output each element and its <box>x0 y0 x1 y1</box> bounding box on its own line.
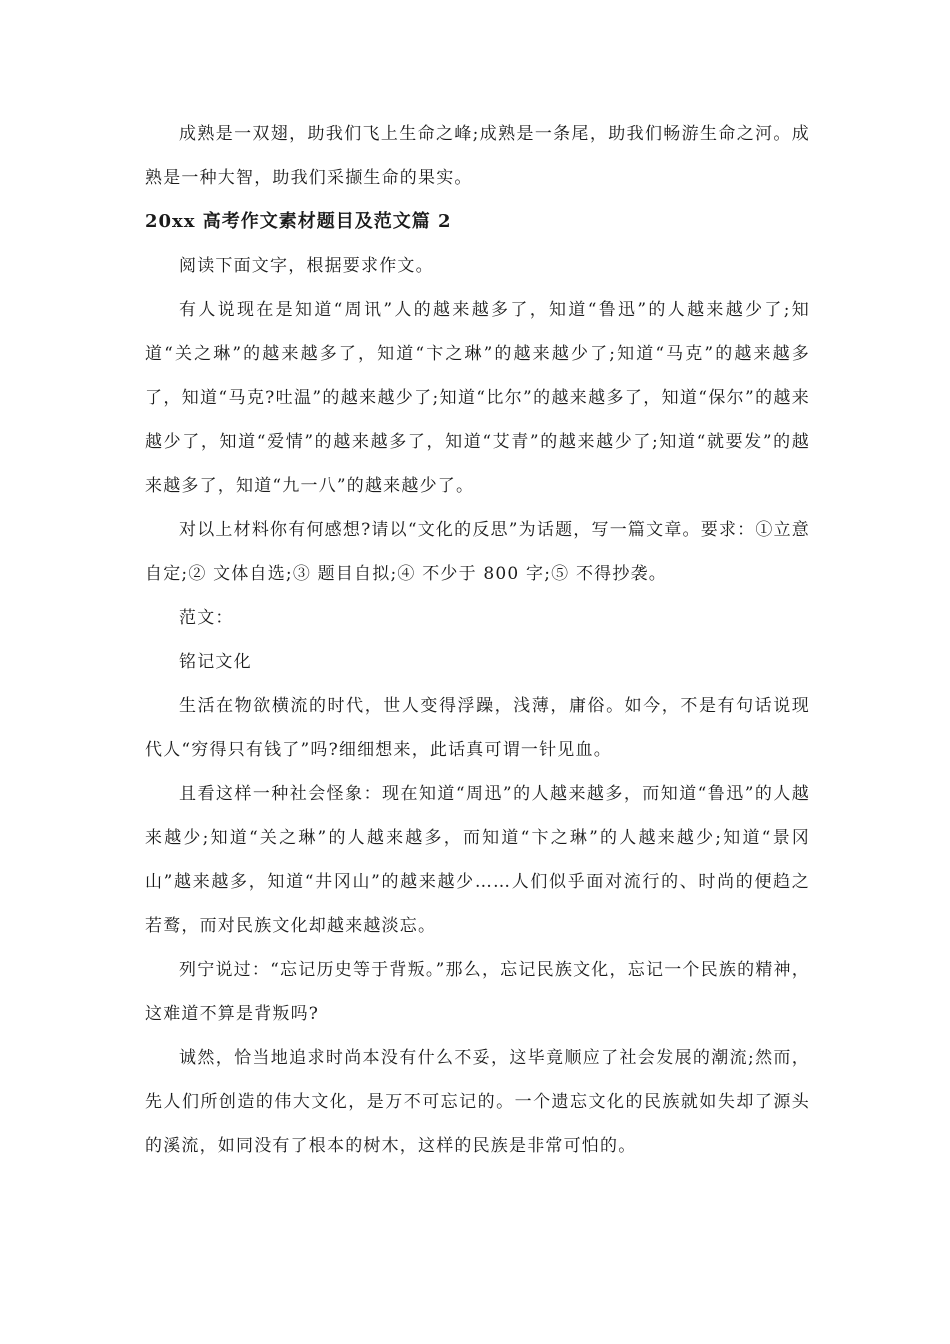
essay-paragraph-3: 列宁说过：“忘记历史等于背叛。”那么，忘记民族文化，忘记一个民族的精神，这难道不算是背叛吗? <box>145 960 810 1024</box>
paragraph-material: 有人说现在是知道“周讯”人的越来越多了，知道“鲁迅”的人越来越少了;知道“关之琳”的越来越多了，知道“卞之琳”的越来越少了;知道“马克”的越来越多了，知道“马克?吐温”的越来越少了;知道“比尔”的越来越多了，知道“保尔”的越来越少了，知道“爱情”的越来越多了，知道“艾青”的越来越少了;知道“就要发”的越来越多了，知道“九一八”的越来越少了。 <box>145 300 810 496</box>
essay-paragraph-1: 生活在物欲横流的时代，世人变得浮躁，浅薄，庸俗。如今，不是有句话说现代人“穷得只有钱了”吗?细细想来，此话真可谓一针见血。 <box>145 696 810 760</box>
essay-title: 铭记文化 <box>179 652 252 672</box>
section-heading: 20xx 高考作文素材题目及范文篇 2 <box>145 211 452 232</box>
essay-paragraph-4: 诚然，恰当地追求时尚本没有什么不妥，这毕竟顺应了社会发展的潮流;然而，先人们所创造的伟大文化，是万不可忘记的。一个遗忘文化的民族就如失却了源头的溪流，如同没有了根本的树木，这样的民族是非常可怕的。 <box>145 1048 810 1156</box>
paragraph-instruction: 阅读下面文字，根据要求作文。 <box>179 256 434 276</box>
paragraph-sample-label: 范文： <box>179 608 234 628</box>
essay-paragraph-2: 且看这样一种社会怪象：现在知道“周迅”的人越来越多，而知道“鲁迅”的人越来越少;知道“关之琳”的人越来越多，而知道“卞之琳”的人越来越少;知道“景冈山”越来越多，知道“井冈山”的越来越少……人们似乎面对流行的、时尚的便趋之若鹜，而对民族文化却越来越淡忘。 <box>145 784 810 936</box>
document-body <box>145 112 810 1168</box>
paragraph-maturity: 成熟是一双翅，助我们飞上生命之峰;成熟是一条尾，助我们畅游生命之河。成熟是一种大智，助我们采撷生命的果实。 <box>145 124 810 188</box>
paragraph-requirements: 对以上材料你有何感想?请以“文化的反思”为话题，写一篇文章。要求：①立意自定;② 文体自选;③ 题目自拟;④ 不少于 800 字;⑤ 不得抄袭。 <box>145 520 810 584</box>
